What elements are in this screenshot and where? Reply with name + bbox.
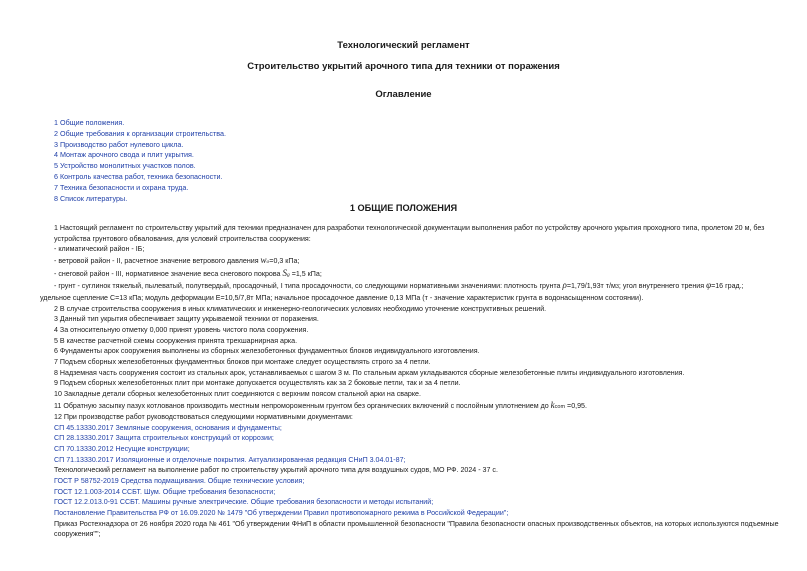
reference-link[interactable]: ГОСТ 12.2.013.0-91 ССБТ. Машины ручные электрические. Общие требования безопасности и методы испытаний; bbox=[54, 498, 434, 507]
reference-link[interactable]: СП 45.13330.2017 Земляные сооружения, основания и фундаменты; bbox=[54, 423, 282, 432]
wind-line: - ветровой район - II, расчетное значение ветрового давления wo=0,3 кПа; bbox=[54, 254, 300, 265]
toc-link[interactable]: 5 Устройство монолитных участков полов. bbox=[54, 161, 196, 171]
reference-link[interactable]: ГОСТ 12.1.003-2014 ССБТ. Шум. Общие требования безопасности; bbox=[54, 487, 276, 496]
wind-symbol: wo bbox=[260, 254, 270, 265]
reference-link[interactable]: СП 70.13330.2012 Несущие конструкции; bbox=[54, 445, 190, 454]
toc-link[interactable]: 6 Контроль качества работ, техника безопасности. bbox=[54, 171, 223, 181]
last-reference: Приказ Ростехнадзора от 26 ноября 2020 года № 461 "Об утверждении ФНиП в области промышленной безопасности "Правила безопасности опасных производственных объектов, на которых используются подъемные сооружения""; bbox=[54, 519, 779, 539]
list-item: 2 В случае строительства сооружения в иных климатических и инженерно-геологических условиях необходимо уточнение конструктивных решений. bbox=[54, 304, 547, 313]
list-item: 7 Подъем сборных железобетонных фундаментных блоков при монтаже следует осуществлять строго за 4 петли. bbox=[54, 357, 431, 366]
list-item: 8 Надземная часть сооружения состоит из стальных арок, устанавливаемых с шагом 3 м. По стальным аркам укладываются сборные железобетонные плиты индивидуального изготовления. bbox=[54, 368, 685, 377]
toc-heading: Оглавление bbox=[375, 89, 432, 100]
reference-link[interactable]: ГОСТ Р 58752-2019 Средства подмащивания. Общие технические условия; bbox=[54, 477, 305, 486]
reference-link[interactable]: СП 28.13330.2017 Защита строительных конструкций от коррозии; bbox=[54, 434, 274, 443]
toc-link[interactable]: 2 Общие требования к организации строительства. bbox=[54, 128, 226, 138]
reference-link[interactable]: СП 71.13330.2017 Изоляционные и отделочные покрытия. Актуализированная редакция СНиП 3.04.01-87; bbox=[54, 455, 406, 464]
list-item: 10 Закладные детали сборных железобетонных плит соединяются с верхним поясом стальной арки на сварке. bbox=[54, 389, 421, 398]
k-symbol: k bbox=[550, 399, 555, 410]
soil-line-cont: удельное сцепление C=13 кПа; модуль деформации E=10,5/7,8т МПа; начальное просадочное давление 0,13 МПа (т - значение характеристик грунта в водонасыщенном состоянии). bbox=[40, 293, 644, 302]
reference-link[interactable]: Постановление Правительства РФ от 16.09.2020 № 1479 "Об утверждении Правил противопожарного режима в Российской Федерации"; bbox=[54, 509, 509, 518]
toc-link[interactable]: 8 Список литературы. bbox=[54, 193, 128, 203]
section-body bbox=[40, 223, 779, 540]
phi-symbol: φ bbox=[706, 280, 712, 291]
list-item: 11 Обратную засыпку пазух котлованов производить местным непромороженным грунтом без органических включений с послойным уплотнением до kcom =0,95. bbox=[54, 399, 587, 410]
toc-link[interactable]: 4 Монтаж арочного свода и плит укрытия. bbox=[54, 150, 194, 160]
soil-line: - грунт - суглинок тяжелый, пылеватый, полутвердый, просадочный, I типа просадочности, со следующими нормативными значениями: плотность грунта ρ=1,79/1,93т т/м3; угол внутреннего трения φ=16 град.; bbox=[54, 280, 744, 291]
snow-line: - снеговой район - III, нормативное значение веса снегового покрова Sg =1,5 кПа; bbox=[54, 267, 322, 278]
toc-link[interactable]: 1 Общие положения. bbox=[54, 118, 125, 127]
list-item: 9 Подъем сборных железобетонных плит при монтаже допускается осуществлять как за 2 боковые петли, так и за 4 петли. bbox=[54, 379, 461, 388]
section-heading: 1 ОБЩИЕ ПОЛОЖЕНИЯ bbox=[349, 203, 458, 213]
list-item: 12 При производстве работ руководствоваться следующими нормативными документами: bbox=[54, 413, 353, 422]
tech-regulation-ref: Технологический регламент на выполнение работ по строительству укрытий арочного типа для воздушных судов, МО РФ. 2024 - 37 с. bbox=[54, 466, 498, 475]
table-of-contents bbox=[54, 118, 226, 204]
list-item: 5 В качестве расчетной схемы сооружения принята трехшарнирная арка. bbox=[54, 336, 298, 345]
toc-link[interactable]: 7 Техника безопасности и охрана труда. bbox=[54, 182, 189, 192]
snow-symbol: Sg bbox=[282, 267, 290, 278]
list-item: 4 За относительную отметку 0,000 принят уровень чистого пола сооружения. bbox=[54, 325, 309, 334]
climate-line: - климатический район - IБ; bbox=[54, 245, 145, 254]
paragraph: 1 Настоящий регламент по строительству укрытий для техники предназначен для разработки технологической документации выполнения работ по устройству арочного укрытия проходного типа, пролетом 20 м, без устройства грунтового обвалования, для условий строительства сооружения: bbox=[54, 224, 765, 243]
document-title: Технологический регламент bbox=[337, 40, 470, 51]
list-item: 6 Фундаменты арок сооружения выполнены из сборных железобетонных фундаментных блоков индивидуального изготовления. bbox=[54, 347, 480, 356]
list-item: 3 Данный тип укрытия обеспечивает защиту укрываемой техники от поражения. bbox=[54, 315, 319, 324]
rho-symbol: ρ bbox=[562, 280, 567, 291]
document-subtitle: Строительство укрытий арочного типа для техники от поражения bbox=[247, 61, 560, 72]
toc-link[interactable]: 3 Производство работ нулевого цикла. bbox=[54, 139, 184, 149]
